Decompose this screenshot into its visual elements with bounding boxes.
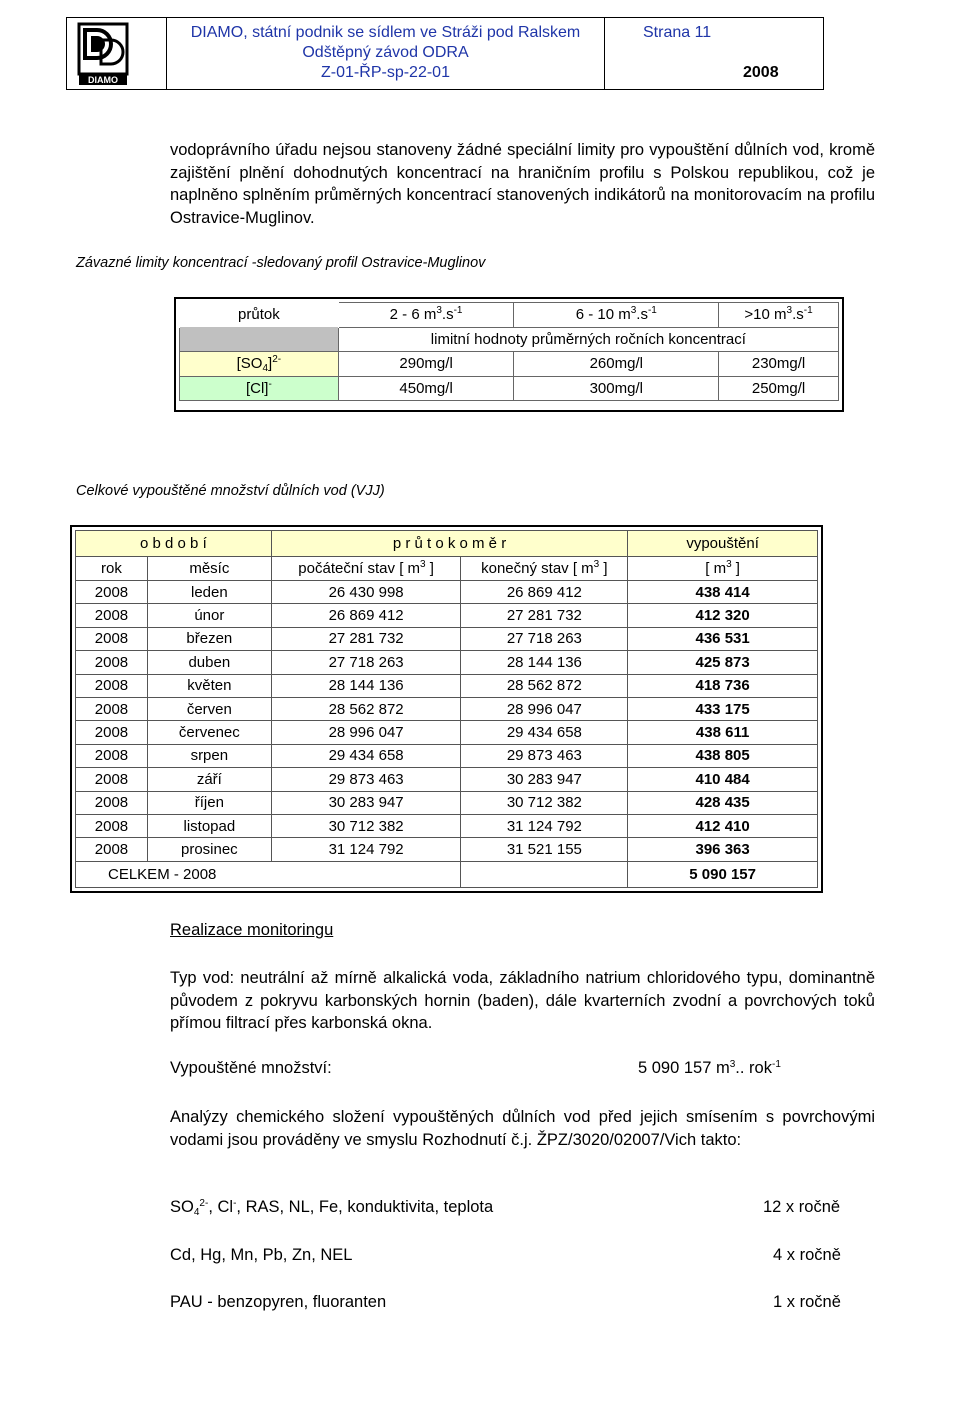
cell-month: říjen [147, 791, 271, 814]
col-out: [ $m^3$ ] [628, 557, 818, 581]
cell-month: březen [147, 627, 271, 650]
header-year: 2008 [743, 64, 779, 81]
cell-year: 2008 [76, 581, 148, 604]
cell-month: duben [147, 651, 271, 674]
discharge-caption: Celkové vypouštěné množství důlních vod (VJJ) [76, 483, 385, 499]
page-number: Strana 11 [643, 24, 712, 41]
cell-year: 2008 [76, 721, 148, 744]
limits-caption: Závazné limity koncentrací -sledovaný profil Ostravice-Muglinov [76, 255, 486, 271]
cell-end: 28 144 136 [461, 651, 628, 674]
ion-label: [Cl]- [180, 376, 339, 401]
table-row [76, 744, 818, 767]
volume-value: 5 090 157 $m^3$.. rok$^{-1}$ [638, 1059, 781, 1077]
cell-start: 27 281 732 [271, 627, 461, 650]
cell-end: 31 124 792 [461, 814, 628, 837]
analysis-item-2: Cd, Hg, Mn, Pb, Zn, NEL [170, 1246, 353, 1264]
cell-out: 438 611 [628, 721, 818, 744]
cell-year: 2008 [76, 651, 148, 674]
cell-month: květen [147, 674, 271, 697]
limits-header-row [180, 303, 839, 328]
cell-start: 28 996 047 [271, 721, 461, 744]
cell-start: 26 430 998 [271, 581, 461, 604]
limit-value: 260mg/l [514, 352, 719, 377]
cell-year: 2008 [76, 838, 148, 861]
cell-year: 2008 [76, 791, 148, 814]
total-row [76, 861, 818, 887]
total-label: CELKEM - 2008 [76, 861, 461, 887]
cell-start: 30 283 947 [271, 791, 461, 814]
intro-paragraph: vodoprávního úřadu nejsou stanoveny žádné speciální limity pro vypouštění důlních vod, kromě zajištění plnění dohodnutých koncentrací na hraničním profilu s Polskou republikou, což je naplněno splněním průměrných koncentrací stanovených indikátorů na monitorovacím na profilu Ostravice-Muglinov. [170, 141, 875, 227]
monitoring-heading: Realizace monitoringu [170, 921, 334, 939]
table-row [76, 814, 818, 837]
limit-value: 250mg/l [719, 376, 839, 401]
cell-year: 2008 [76, 814, 148, 837]
cell-month: září [147, 768, 271, 791]
cell-end: 30 283 947 [461, 768, 628, 791]
col-end: konečný stav [ $m^3$ ] [461, 557, 628, 581]
analysis-freq-3: 1 x ročně [773, 1293, 841, 1311]
cell-end: 28 562 872 [461, 674, 628, 697]
cell-start: 29 434 658 [271, 744, 461, 767]
limit-value: 230mg/l [719, 352, 839, 377]
limits-table [174, 297, 844, 412]
table-row [76, 604, 818, 627]
cell-month: červen [147, 697, 271, 720]
cell-month: prosinec [147, 838, 271, 861]
water-type-paragraph: Typ vod: neutrální až mírně alkalická voda, základního natrium chloridového typu, dominantně původem z pokryvu karbonských hornin (baden), dále kvarterních zvodní a povrchových toků přímou filtrací přes karbonská okna. [170, 969, 875, 1032]
analysis-item-3: PAU - benzopyren, fluoranten [170, 1293, 387, 1311]
grey-cell [180, 327, 339, 352]
discharge-table [70, 525, 823, 893]
total-empty [461, 861, 628, 887]
branch-name: Odštěpný závod ODRA [302, 44, 469, 61]
analysis-paragraph: Analýzy chemického složení vypouštěných důlních vod před jejich smísením s povrchovými vodami jsou prováděny ve smyslu Rozhodnutí č.j. ŽPZ/3020/02007/Vich takto: [170, 1108, 875, 1149]
cell-out: 438 805 [628, 744, 818, 767]
cell-end: 29 434 658 [461, 721, 628, 744]
analysis-item-1: $SO_4^{2-}$, Cl-, RAS, NL, Fe, konduktivita, teplota [170, 1198, 494, 1218]
analysis-freq-2: 4 x ročně [773, 1246, 841, 1264]
diamo-logo [67, 18, 167, 89]
cell-out: 412 320 [628, 604, 818, 627]
table-row [76, 838, 818, 861]
cell-end: 27 281 732 [461, 604, 628, 627]
header-company-block [167, 18, 605, 89]
range-header: 6 - 10 $m^3.s^{-1}$ [514, 303, 719, 328]
table-row [76, 627, 818, 650]
cell-month: listopad [147, 814, 271, 837]
table-row [76, 721, 818, 744]
cell-out: 418 736 [628, 674, 818, 697]
group-out: vypouštění [628, 531, 818, 557]
ion-label: $[SO_4]^{2-}$ [180, 352, 339, 377]
table-row [76, 581, 818, 604]
cell-end: 31 521 155 [461, 838, 628, 861]
limits-row-cl [180, 376, 839, 401]
cell-start: 28 562 872 [271, 697, 461, 720]
cell-year: 2008 [76, 744, 148, 767]
col-year: rok [76, 557, 148, 581]
table-row [76, 674, 818, 697]
cell-out: 433 175 [628, 697, 818, 720]
cell-out: 410 484 [628, 768, 818, 791]
cell-year: 2008 [76, 627, 148, 650]
col-month: měsíc [147, 557, 271, 581]
header-page-block [605, 18, 823, 89]
cell-month: srpen [147, 744, 271, 767]
cell-year: 2008 [76, 604, 148, 627]
cell-out: 438 414 [628, 581, 818, 604]
document-code: Z-01-ŘP-sp-22-01 [321, 64, 450, 81]
limits-subheader-row [180, 327, 839, 352]
cell-start: 31 124 792 [271, 838, 461, 861]
table-row [76, 651, 818, 674]
cell-start: 30 712 382 [271, 814, 461, 837]
col-start: počáteční stav [ $m^3$ ] [271, 557, 461, 581]
cell-year: 2008 [76, 697, 148, 720]
discharge-header-row [76, 557, 818, 581]
cell-out: 436 531 [628, 627, 818, 650]
svg-text:DIAMO: DIAMO [88, 75, 118, 85]
range-header: >10 $m^3.s^{-1}$ [719, 303, 839, 328]
range-header: 2 - 6 $m^3.s^{-1}$ [338, 303, 514, 328]
table-row [76, 791, 818, 814]
table-row [76, 768, 818, 791]
cell-month: leden [147, 581, 271, 604]
limits-row-so4 [180, 352, 839, 377]
total-value: 5 090 157 [628, 861, 818, 887]
cell-year: 2008 [76, 674, 148, 697]
cell-out: 425 873 [628, 651, 818, 674]
cell-end: 28 996 047 [461, 697, 628, 720]
cell-out: 396 363 [628, 838, 818, 861]
cell-out: 428 435 [628, 791, 818, 814]
cell-start: 26 869 412 [271, 604, 461, 627]
cell-month: červenec [147, 721, 271, 744]
group-period: o b d o b í [76, 531, 272, 557]
limit-value: 300mg/l [514, 376, 719, 401]
cell-year: 2008 [76, 768, 148, 791]
cell-end: 30 712 382 [461, 791, 628, 814]
cell-start: 27 718 263 [271, 651, 461, 674]
limits-subheader: limitní hodnoty průměrných ročních koncentrací [338, 327, 838, 352]
cell-start: 29 873 463 [271, 768, 461, 791]
cell-month: únor [147, 604, 271, 627]
volume-label: Vypouštěné množství: [170, 1059, 332, 1077]
flow-header: průtok [238, 306, 280, 324]
cell-out: 412 410 [628, 814, 818, 837]
limit-value: 450mg/l [338, 376, 514, 401]
cell-end: 26 869 412 [461, 581, 628, 604]
cell-end: 29 873 463 [461, 744, 628, 767]
cell-end: 27 718 263 [461, 627, 628, 650]
page-header [66, 17, 824, 90]
company-name: DIAMO, státní podnik se sídlem ve Stráži pod Ralskem [190, 24, 581, 41]
group-meter: p r ů t o k o m ě r [271, 531, 627, 557]
discharge-group-row [76, 531, 818, 557]
limit-value: 290mg/l [338, 352, 514, 377]
cell-start: 28 144 136 [271, 674, 461, 697]
table-row [76, 697, 818, 720]
analysis-freq-1: 12 x ročně [763, 1198, 841, 1216]
